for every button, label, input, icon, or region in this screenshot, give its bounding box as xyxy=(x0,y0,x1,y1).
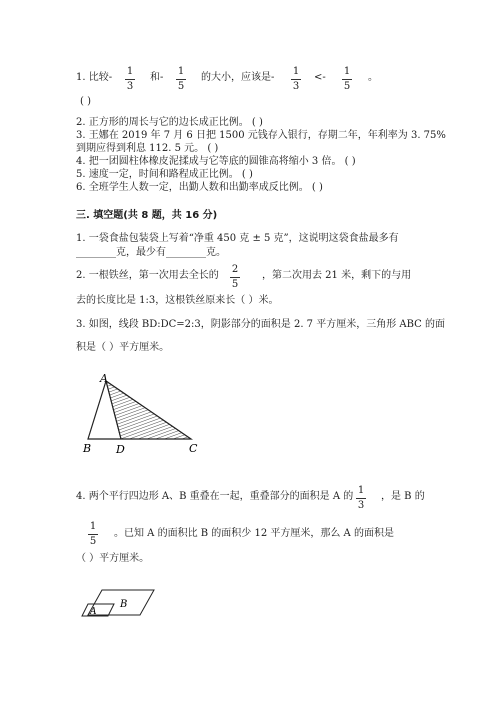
q1-text-end: 。 xyxy=(368,72,378,83)
fraction-denominator: 5 xyxy=(343,81,351,92)
fraction-numerator: 1 xyxy=(177,66,185,77)
fill-q2-fraction xyxy=(228,265,242,291)
fill-q4-line2: 。已知 A 的面积比 B 的面积少 12 平方厘米，那么 A 的面积是 xyxy=(114,528,394,539)
fill-q1-line2: ________克，最少有________克。 xyxy=(76,247,226,258)
fraction-numerator: 1 xyxy=(126,66,134,77)
section-heading: 三. 填空题(共 8 题，共 16 分) xyxy=(76,210,218,221)
fill-q4-line1-end: ，是 B 的 xyxy=(381,491,425,502)
parallelogram-figure xyxy=(78,585,168,625)
judge-q4: 4. 把一团圆柱体橡皮泥揉成与它等底的圆锥高将缩小 3 倍。 ( ) xyxy=(76,156,356,167)
q1-fraction-1 xyxy=(123,67,137,93)
label-b: B xyxy=(83,442,92,455)
label-para-b: B xyxy=(120,599,128,610)
judge-q3-line2: 到期应得到利息 112. 5 元。 ( ) xyxy=(76,143,219,154)
fill-q4-fraction-2 xyxy=(86,522,100,548)
fill-q2-line1-start: 2. 一根铁丝，第一次用去全长的 xyxy=(76,270,219,281)
judge-q6: 6. 全班学生人数一定，出勤人数和出勤率成反比例。 ( ) xyxy=(76,182,323,193)
fill-q4-line3: （ ）平方厘米。 xyxy=(76,553,150,564)
fraction-numerator: 1 xyxy=(89,521,97,532)
fraction-numerator: 1 xyxy=(292,66,300,77)
q1-text-middle: 的大小，应该是- xyxy=(201,72,275,83)
fill-q4-line1-start: 4. 两个平行四边形 A、B 重叠在一起，重叠部分的面积是 A 的 xyxy=(76,491,354,502)
fraction-numerator: 2 xyxy=(231,264,239,275)
fraction-denominator: 3 xyxy=(357,500,365,511)
q1-answer-blank: ( ) xyxy=(80,96,91,107)
q1-text-less-than: <- xyxy=(314,72,326,83)
label-d: D xyxy=(116,443,125,456)
q1-text-and: 和- xyxy=(150,72,164,83)
label-para-a: A xyxy=(90,607,97,617)
fraction-numerator: 1 xyxy=(357,485,365,496)
fill-q2-line2: 去的长度比是 1:3，这根铁丝原来长（ ）米。 xyxy=(76,295,279,306)
fraction-denominator: 3 xyxy=(126,81,134,92)
triangle-figure xyxy=(78,368,208,458)
label-c: C xyxy=(189,442,198,455)
q1-fraction-4 xyxy=(340,67,354,93)
fraction-denominator: 5 xyxy=(177,81,185,92)
fill-q3-line2: 积是（ ）平方厘米。 xyxy=(76,342,170,353)
fill-q1-line1: 1. 一袋食盐包装袋上写着“净重 450 克 ± 5 克”，这说明这袋食盐最多有 xyxy=(76,233,399,244)
fraction-denominator: 5 xyxy=(89,536,97,547)
q1-fraction-2 xyxy=(174,67,188,93)
q1-text-start: 1. 比较- xyxy=(76,72,113,83)
fraction-denominator: 3 xyxy=(292,81,300,92)
judge-q5: 5. 速度一定，时间和路程成正比例。 ( ) xyxy=(76,169,253,180)
parallelogram-a xyxy=(82,604,114,616)
label-a: A xyxy=(100,372,108,385)
judge-q3-line1: 3. 王娜在 2019 年 7 月 6 日把 1500 元钱存入银行，存期二年，年利率为 3. 75% xyxy=(76,130,446,141)
fraction-numerator: 1 xyxy=(343,66,351,77)
fraction-denominator: 5 xyxy=(231,279,239,290)
q1-fraction-3 xyxy=(289,67,303,93)
fill-q3-line1: 3. 如图，线段 BD:DC=2:3，阴影部分的面积是 2. 7 平方厘米，三角形 ABC 的面 xyxy=(76,319,445,330)
fill-q2-line1-end: ，第二次用去 21 米，剩下的与用 xyxy=(262,270,412,281)
fill-q4-fraction-1 xyxy=(354,486,368,512)
judge-q2: 2. 正方形的周长与它的边长成正比例。 ( ) xyxy=(76,117,263,128)
